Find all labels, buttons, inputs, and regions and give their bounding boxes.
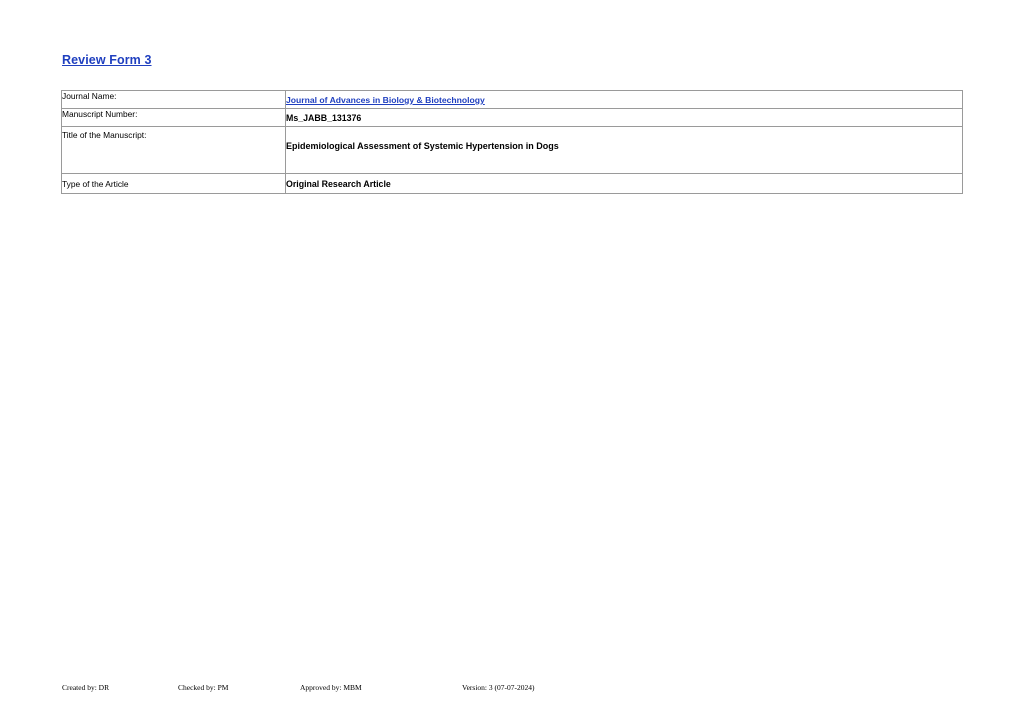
page-title: Review Form 3 [62, 53, 152, 67]
manuscript-number-value: Ms_JABB_131376 [286, 109, 963, 127]
journal-name-label: Journal Name: [62, 91, 286, 109]
table-row [62, 174, 963, 194]
table-row [62, 91, 963, 109]
manuscript-meta-table [61, 90, 963, 194]
table-row [62, 109, 963, 127]
journal-name-link[interactable]: Journal of Advances in Biology & Biotechnology [286, 95, 485, 105]
footer-created-by: Created by: DR [62, 683, 110, 692]
page-footer [0, 683, 1024, 703]
manuscript-number-label: Manuscript Number: [62, 109, 286, 127]
manuscript-title-value: Epidemiological Assessment of Systemic Hypertension in Dogs [286, 127, 963, 174]
footer-version: Version: 3 (07-07-2024) [462, 683, 535, 692]
article-type-value: Original Research Article [286, 174, 963, 194]
footer-approved-by: Approved by: MBM [300, 683, 362, 692]
article-type-label: Type of the Article [62, 174, 286, 194]
manuscript-title-label: Title of the Manuscript: [62, 127, 286, 174]
journal-name-value-cell [286, 91, 963, 109]
table-row [62, 127, 963, 174]
footer-checked-by: Checked by: PM [178, 683, 229, 692]
